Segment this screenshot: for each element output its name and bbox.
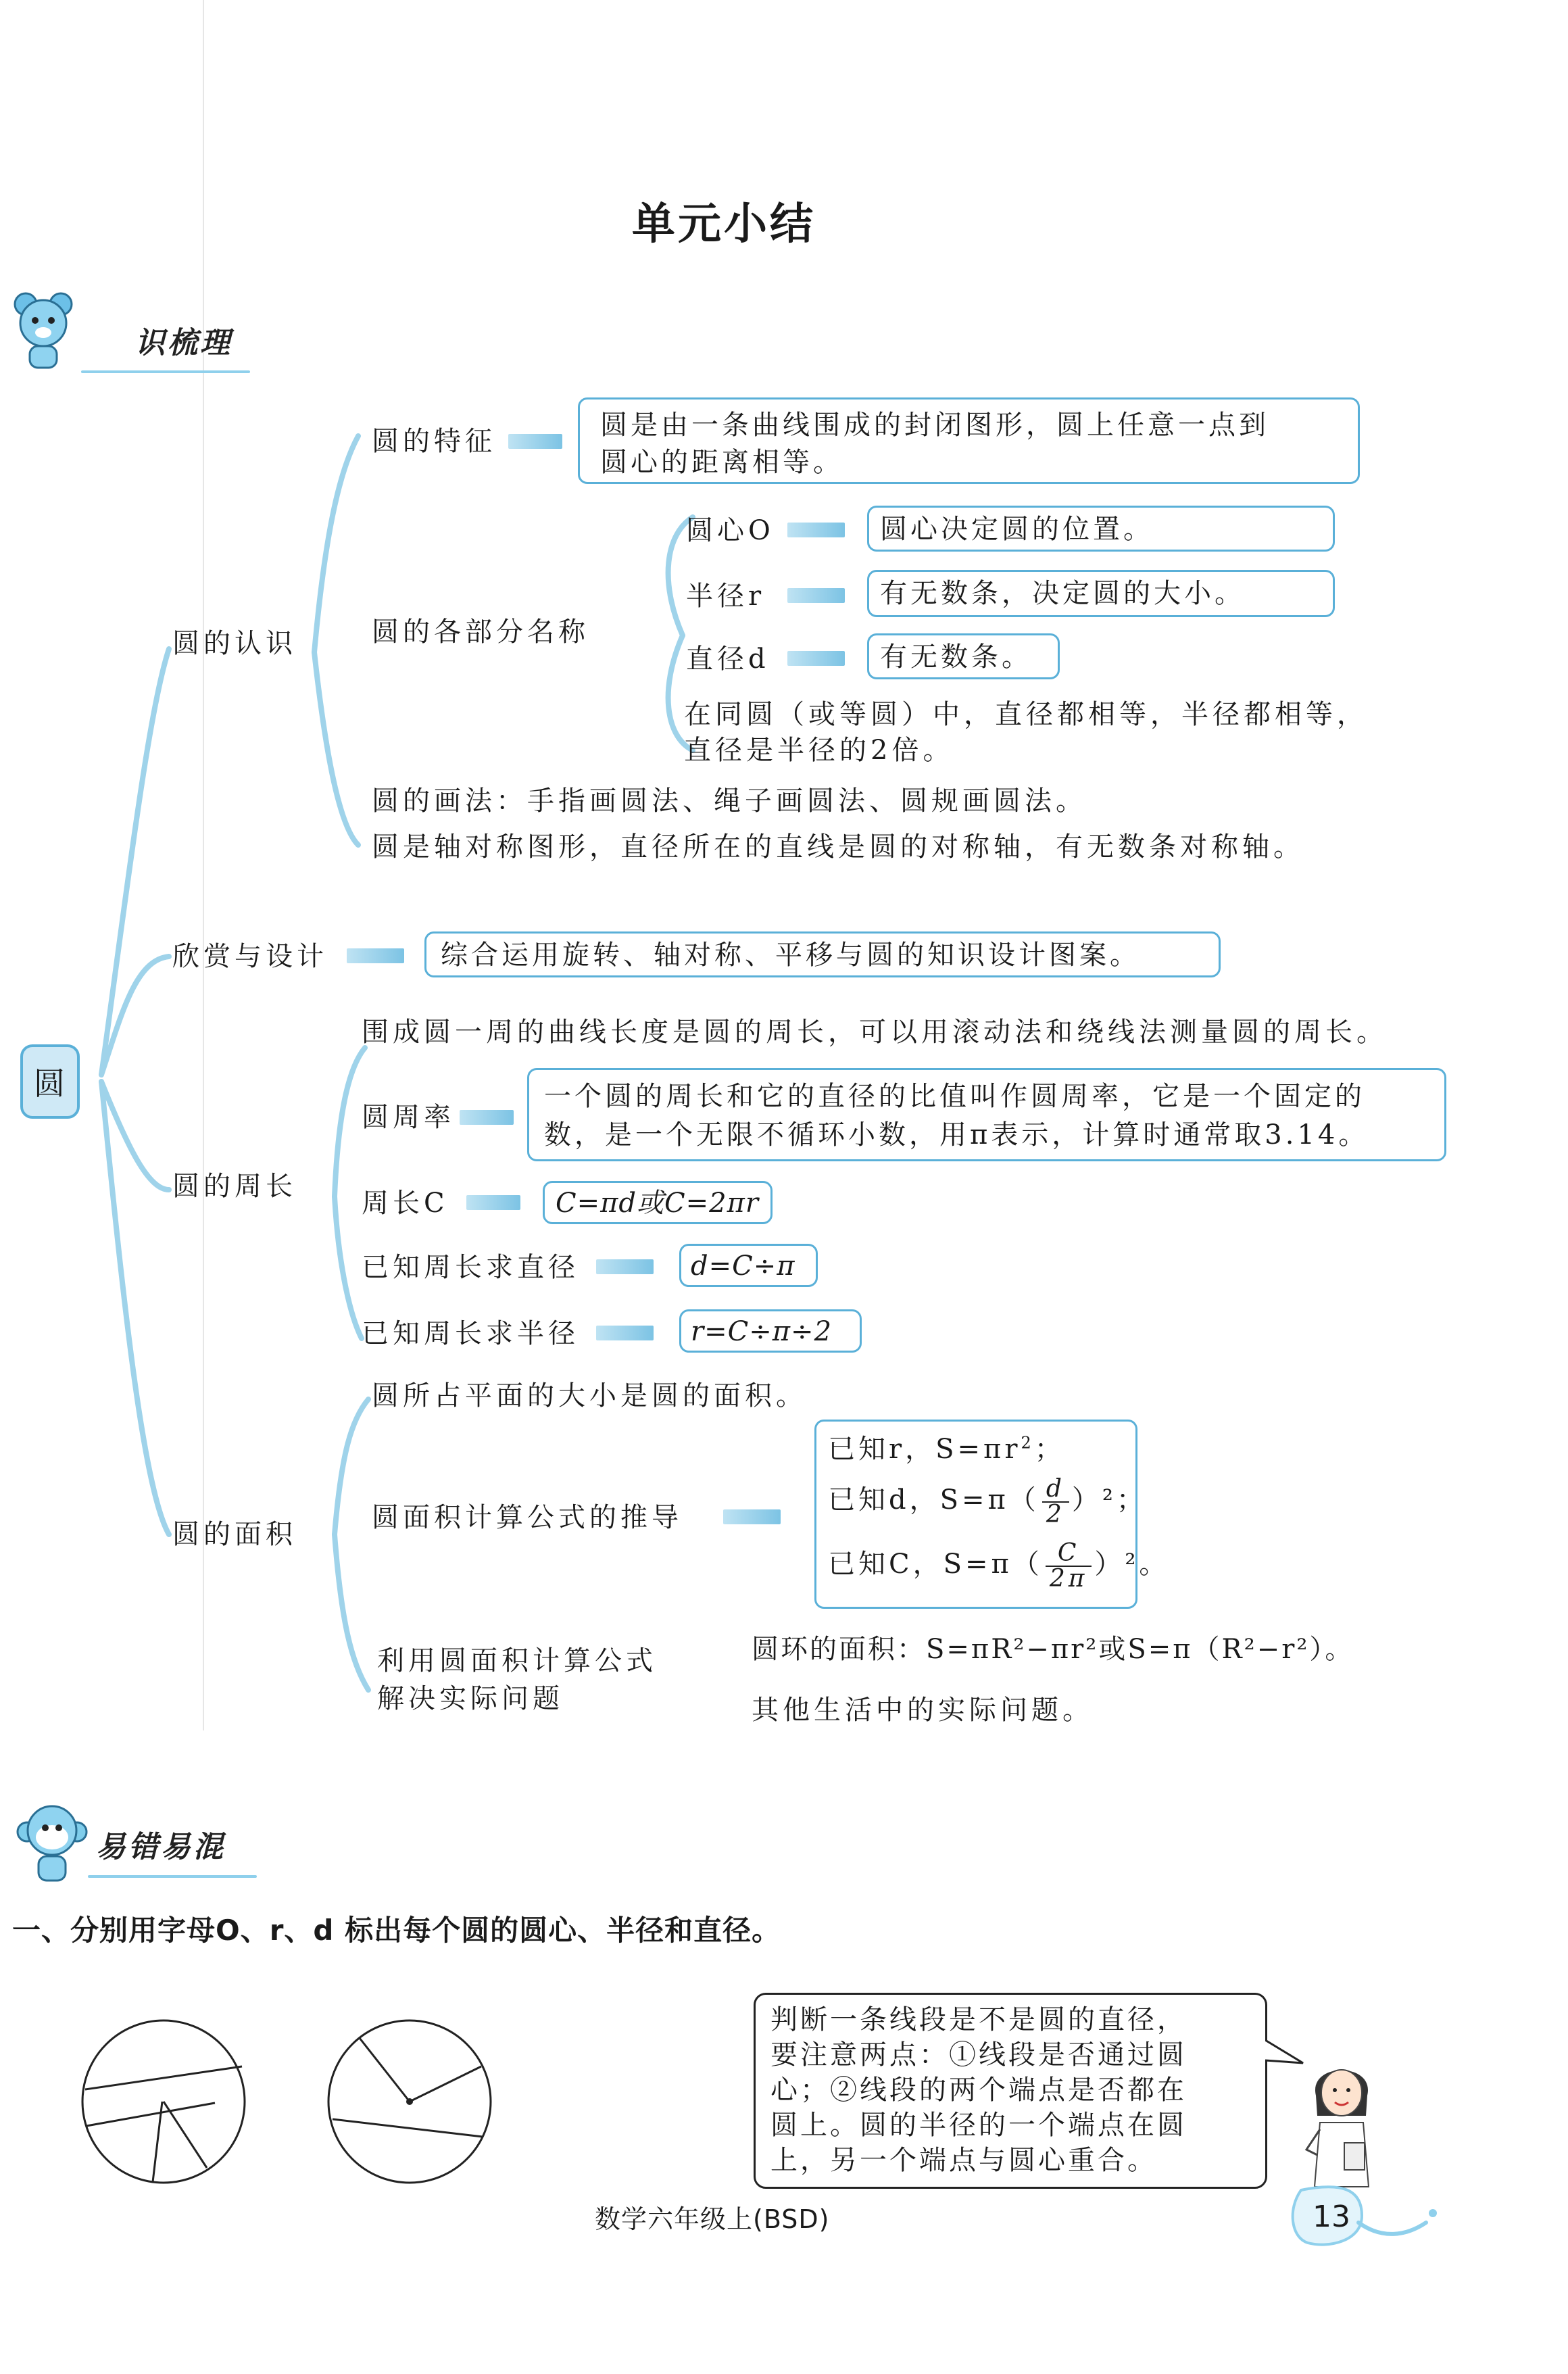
branch-area: 圆的面积 <box>172 1519 297 1550</box>
page-title: 单元小结 <box>632 199 816 249</box>
area-formula-given-d <box>828 1477 1147 1527</box>
circle-figure-2 <box>326 2018 493 2185</box>
connector-bar <box>596 1259 654 1274</box>
fraction-denominator: 2π <box>1049 1565 1088 1593</box>
radius-desc: 有无数条，决定圆的大小。 <box>880 578 1245 609</box>
circle-figure-1 <box>80 2018 247 2185</box>
connector-bar <box>508 434 562 449</box>
area-formula-given-c <box>828 1541 1169 1591</box>
formula-text: 已知d，S=π（ <box>828 1484 1039 1516</box>
branch-circumference: 圆的周长 <box>172 1171 297 1202</box>
tip-line-1: 判断一条线段是不是圆的直径， <box>770 2004 1187 2035</box>
find-diameter-formula: d=C÷π <box>691 1251 795 1282</box>
connector-bar <box>460 1110 514 1125</box>
formula-text: 已知C，S=π（ <box>828 1549 1043 1580</box>
formula-text: ）²； <box>1071 1484 1147 1516</box>
tip-line-5: 上，另一个端点与圆心重合。 <box>770 2145 1157 2176</box>
formula-exponent: 2 <box>1021 1433 1035 1453</box>
design-desc: 综合运用旋转、轴对称、平移与圆的知识设计图案。 <box>441 940 1140 971</box>
connector-bar <box>596 1326 654 1340</box>
center-label: 圆心O <box>686 515 775 546</box>
axis-symmetry: 圆是轴对称图形，直径所在的直线是圆的对称轴，有无数条对称轴。 <box>372 831 1304 863</box>
area-definition: 圆所占平面的大小是圆的面积。 <box>372 1380 807 1411</box>
circle-parts-label: 圆的各部分名称 <box>372 616 589 648</box>
find-diameter-label: 已知周长求直径 <box>362 1252 579 1283</box>
fraction <box>1046 1541 1092 1591</box>
branch-circle-intro: 圆的认识 <box>172 628 297 659</box>
root-node <box>20 1044 80 1119</box>
formula-text: 已知r，S=πr <box>828 1434 1021 1465</box>
connector-bar <box>787 588 845 603</box>
perimeter-label: 周长C <box>362 1188 449 1219</box>
monkey-mascot-icon <box>15 1798 89 1886</box>
connector-bar <box>787 523 845 537</box>
branch-appreciate-design: 欣赏与设计 <box>172 941 328 972</box>
area-formula-given-r <box>828 1432 1065 1467</box>
radius-label: 半径r <box>686 581 766 612</box>
drawing-methods: 圆的画法：手指画圆法、绳子画圆法、圆规画圆法。 <box>372 785 1087 817</box>
connector-bar <box>466 1195 520 1210</box>
tip-line-2: 要注意两点：①线段是否通过圆 <box>770 2039 1187 2070</box>
diameter-radius-relation-line1: 在同圆（或等圆）中，直径都相等，半径都相等， <box>684 699 1368 730</box>
footer-book-title: 数学六年级上(BSD) <box>595 2204 830 2234</box>
circle-feature-label: 圆的特征 <box>372 426 496 457</box>
page-number-badge <box>1288 2182 1443 2250</box>
find-radius-formula: r=C÷π÷2 <box>691 1316 833 1347</box>
connector-bar <box>723 1509 781 1524</box>
formula-text: ； <box>1034 1434 1065 1465</box>
circle-feature-line2: 圆心的距离相等。 <box>600 447 843 478</box>
fraction-denominator: 2 <box>1046 1501 1065 1528</box>
question-1: 一、分别用字母O、r、d 标出每个圆的圆心、半径和直径。 <box>12 1914 781 1947</box>
ring-area-formula: 圆环的面积：S=πR²−πr²或S=π（R²−r²）。 <box>752 1634 1354 1665</box>
find-radius-label: 已知周长求半径 <box>362 1318 579 1349</box>
tip-line-4: 圆上。圆的半径的一个端点在圆 <box>770 2110 1187 2141</box>
diameter-label: 直径d <box>686 644 770 675</box>
diameter-radius-relation-line2: 直径是半径的2倍。 <box>684 735 954 766</box>
section-heading-review: 识梳理 <box>135 326 232 360</box>
area-application-line2: 解决实际问题 <box>377 1683 564 1714</box>
other-practical-problems: 其他生活中的实际问题。 <box>752 1695 1094 1726</box>
fraction-numerator: d <box>1042 1477 1069 1503</box>
diameter-desc: 有无数条。 <box>880 641 1032 673</box>
center-desc: 圆心决定圆的位置。 <box>880 514 1154 545</box>
heading-underline <box>88 1875 257 1878</box>
fraction <box>1042 1477 1069 1527</box>
area-derivation-label: 圆面积计算公式的推导 <box>372 1502 683 1533</box>
teacher-icon <box>1301 2048 1382 2190</box>
connector-bar <box>787 651 845 666</box>
pi-line1: 一个圆的周长和它的直径的比值叫作圆周率，它是一个固定的 <box>544 1081 1365 1112</box>
area-application-line1: 利用圆面积计算公式 <box>377 1645 657 1676</box>
pi-line2: 数，是一个无限不循环小数，用π表示，计算时通常取3.14。 <box>544 1119 1369 1150</box>
fraction-numerator: C <box>1046 1541 1092 1567</box>
section-heading-mistakes: 易错易混 <box>96 1830 226 1864</box>
bubble-tail <box>1265 2036 1306 2077</box>
root-label: 圆 <box>34 1065 65 1102</box>
pi-label: 圆周率 <box>362 1102 455 1133</box>
connector-bar <box>347 948 404 963</box>
circle-feature-line1: 圆是由一条曲线围成的封闭图形，圆上任意一点到 <box>600 410 1269 441</box>
perimeter-formula: C=πd或C=2πr <box>556 1188 759 1219</box>
tip-line-3: 心；②线段的两个端点是否都在 <box>770 2075 1187 2106</box>
circumference-definition: 围成圆一周的曲线长度是圆的周长，可以用滚动法和绕线法测量圆的周长。 <box>362 1017 1388 1048</box>
page-number: 13 <box>1313 2200 1350 2234</box>
formula-text: ）²。 <box>1094 1549 1170 1580</box>
